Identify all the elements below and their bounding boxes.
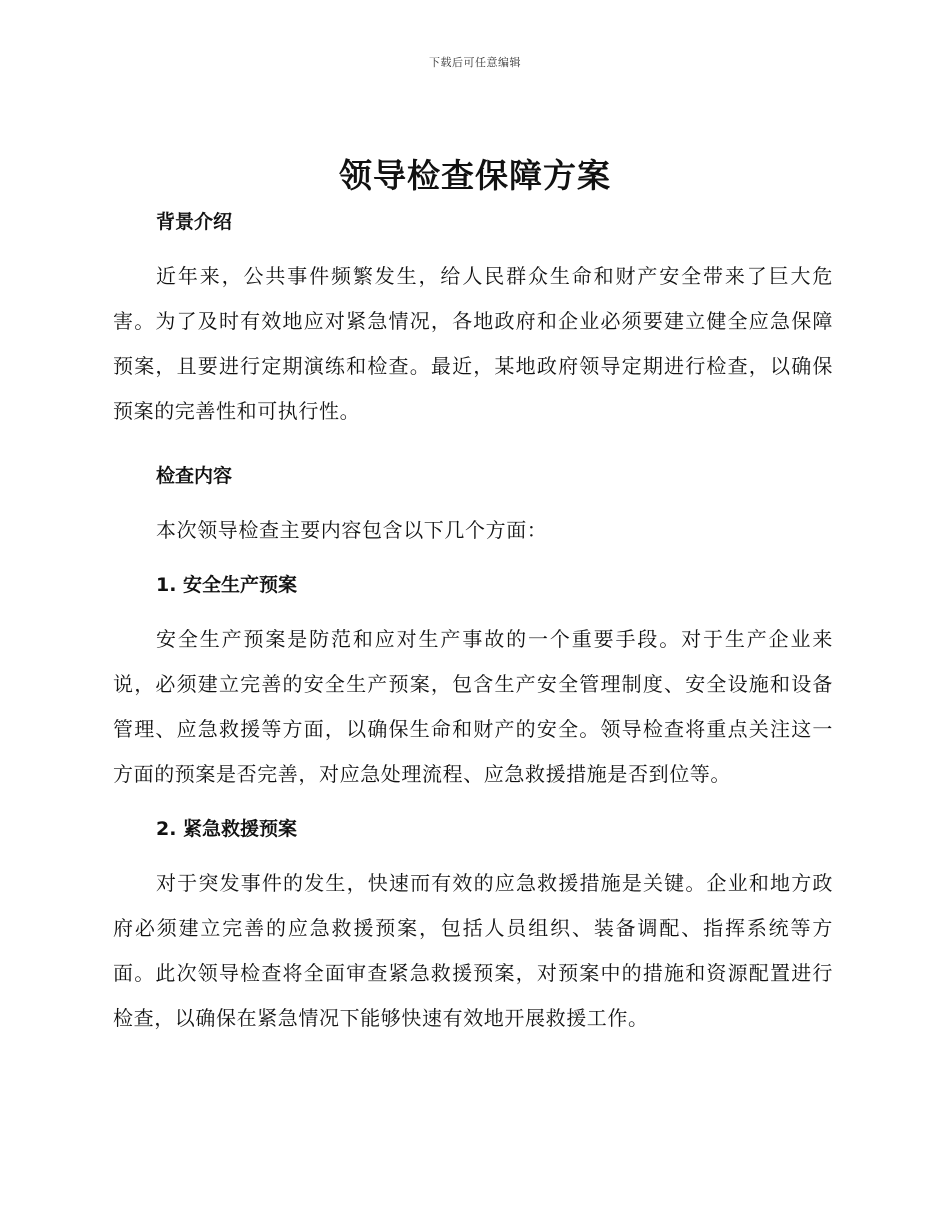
section-heading-emergency-rescue-plan: 2. 紧急救援预案 <box>156 818 298 840</box>
section-heading-inspection-content: 检查内容 <box>156 465 233 487</box>
document-body <box>113 204 833 1041</box>
paragraph-safety-production-plan: 安全生产预案是防范和应对生产事故的一个重要手段。对于生产企业来说，必须建立完善的安全生产预案，包含生产安全管理制度、安全设施和设备管理、应急救援等方面，以确保生命和财产的安全。领导检查将重点关注这一方面的预案是否完善，对应急处理流程、应急救援措施是否到位等。 <box>113 627 833 786</box>
paragraph-inspection-content: 本次领导检查主要内容包含以下几个方面： <box>156 518 548 542</box>
section-heading-background: 背景介绍 <box>156 211 233 233</box>
document-title: 领导检查保障方案 <box>339 156 611 195</box>
paragraph-background: 近年来，公共事件频繁发生，给人民群众生命和财产安全带来了巨大危害。为了及时有效地应对紧急情况，各地政府和企业必须要建立健全应急保障预案，且要进行定期演练和检查。最近，某地政府领导定期进行检查，以确保预案的完善性和可执行性。 <box>113 264 833 423</box>
header-note: 下载后可任意编辑 <box>429 56 521 69</box>
section-heading-safety-production-plan: 1. 安全生产预案 <box>156 574 298 596</box>
paragraph-emergency-rescue-plan: 对于突发事件的发生，快速而有效的应急救援措施是关键。企业和地方政府必须建立完善的应急救援预案，包括人员组织、装备调配、指挥系统等方面。此次领导检查将全面审查紧急救援预案，对预案中的措施和资源配置进行检查，以确保在紧急情况下能够快速有效地开展救援工作。 <box>113 871 833 1030</box>
